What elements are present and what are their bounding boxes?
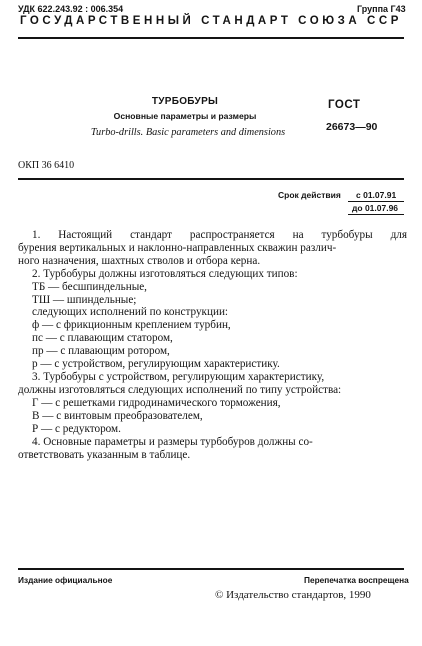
footer-rule	[18, 568, 404, 570]
body-line: следующих исполнений по конструкции:	[32, 306, 229, 318]
reprint-notice: Перепечатка воспрещена	[304, 575, 409, 585]
validity-from: с 01.07.91	[356, 190, 397, 200]
copyright: © Издательство стандартов, 1990	[215, 589, 371, 601]
body-line: В — с винтовым преобразователем,	[32, 410, 203, 422]
body-line: р — с устройством, регулирующим характеристику.	[32, 358, 280, 370]
header-rule	[18, 37, 404, 39]
body-line: Г — с решетками гидродинамического торможения,	[32, 397, 281, 409]
body-line: 3. Турбобуры с устройством, регулирующим характеристику,	[32, 371, 325, 383]
document-subtitle: Основные параметры и размеры	[113, 111, 257, 121]
validity-rule	[348, 201, 404, 202]
document-title: ТУРБОБУРЫ	[151, 96, 219, 107]
gost-label: ГОСТ	[328, 99, 361, 111]
document-title-english: Turbo-drills. Basic parameters and dimensions	[90, 127, 286, 138]
body-line: 1. Настоящий стандарт распространяется на турбобуры для	[32, 229, 407, 241]
body-line: ответствовать указанным в таблице.	[18, 449, 191, 461]
body-line: ТБ — бесшпиндельные,	[32, 281, 147, 293]
body-line: пр — с плавающим ротором,	[32, 345, 170, 357]
udk-code: УДК 622.243.92 : 006.354	[18, 4, 124, 14]
body-line: 2. Турбобуры должны изготовляться следующих типов:	[32, 268, 298, 280]
body-line: бурения вертикальных и наклонно-направленных скважин различ-	[18, 242, 337, 254]
official-edition: Издание официальное	[18, 575, 113, 585]
body-line: ного назначения, шахтных стволов и отбора керна.	[18, 255, 261, 267]
body-line: ф — с фрикционным креплением турбин,	[32, 319, 231, 331]
okp-code: ОКП 36 6410	[18, 160, 75, 171]
validity-label: Срок действия	[278, 190, 341, 200]
body-line: 4. Основные параметры и размеры турбобуров должны со-	[32, 436, 313, 448]
standard-org-title: ГОСУДАРСТВЕННЫЙ СТАНДАРТ СОЮЗА ССР	[20, 15, 402, 27]
validity-rule-bottom	[348, 214, 404, 215]
validity-to: до 01.07.96	[352, 203, 399, 213]
body-line: должны изготовляться следующих исполнений по типу устройства:	[18, 384, 342, 396]
body-line: пс — с плавающим статором,	[32, 332, 173, 344]
body-line: Р — с редуктором.	[32, 423, 121, 435]
okp-rule	[18, 178, 404, 180]
body-line: ТШ — шпиндельные;	[32, 294, 137, 306]
group-code: Группа Г43	[357, 4, 406, 14]
gost-number: 26673—90	[326, 121, 378, 133]
